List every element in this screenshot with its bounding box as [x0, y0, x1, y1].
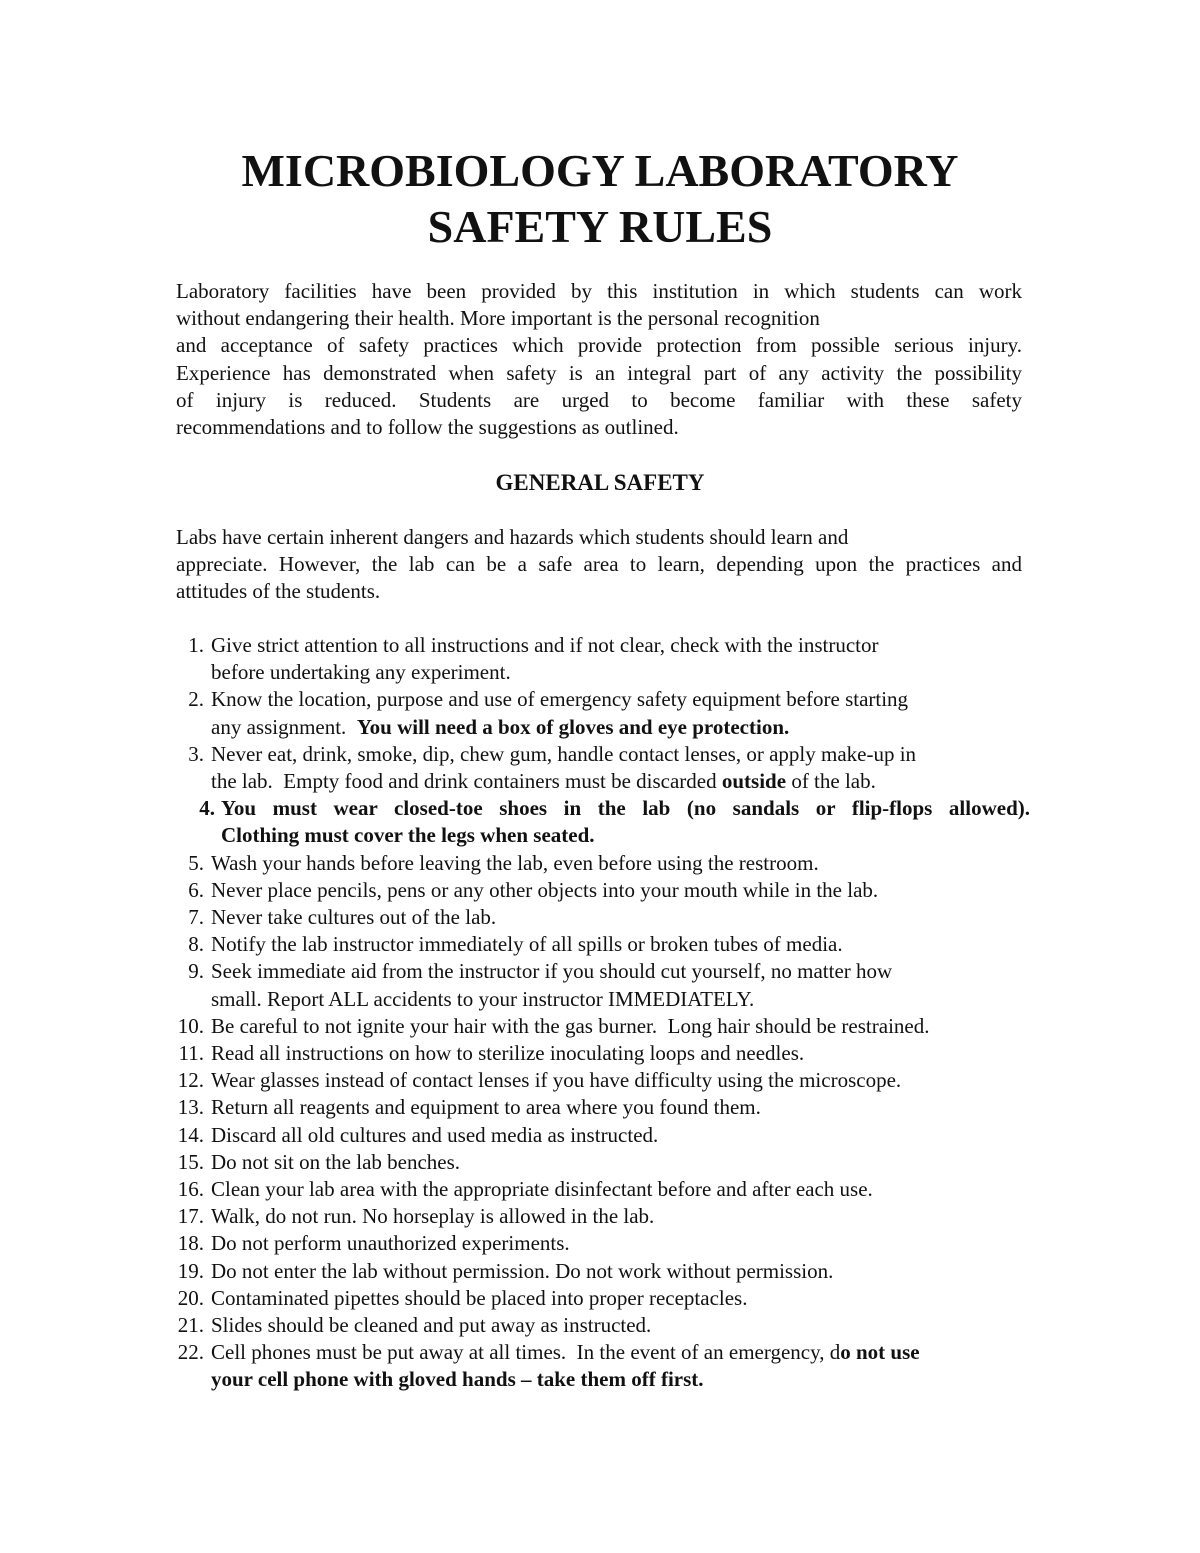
list-item — [140, 1040, 1030, 1067]
list-item-text: Give strict attention to all instructions and if not clear, check with the instructor — [211, 633, 879, 657]
paragraph-line: Experience has demonstrated when safety is an integral part of any activity the possibility — [176, 360, 1022, 385]
list-item — [140, 931, 1030, 958]
list-item-emphasis: Clothing must cover the legs when seated. — [221, 823, 595, 848]
general-intro-paragraph — [176, 524, 1022, 606]
list-item-text: Walk, do not run. No horseplay is allowed in the lab. — [211, 1204, 655, 1229]
list-number: 5. — [188, 850, 204, 875]
list-item — [140, 1203, 1030, 1230]
list-number: 16. — [177, 1177, 204, 1202]
list-item-text: before undertaking any experiment. — [211, 660, 511, 685]
list-item — [140, 1176, 1030, 1203]
list-item — [140, 1285, 1030, 1312]
page-title — [0, 143, 1200, 255]
paragraph-line: Laboratory facilities have been provided by this institution in which students can work — [176, 279, 1022, 303]
list-number: 20. — [177, 1285, 204, 1310]
list-number: 17. — [177, 1204, 204, 1229]
paragraph-line: without endangering their health. More important is the personal recognition — [176, 306, 820, 331]
list-item-text: Discard all old cultures and used media as instructed. — [211, 1122, 659, 1147]
section-heading: GENERAL SAFETY — [495, 470, 705, 495]
list-item-text: Be careful to not ignite your hair with the gas burner. Long hair should be restrained. — [211, 1013, 930, 1038]
list-item — [140, 877, 1030, 904]
list-item-text: Do not enter the lab without permission. Do not work without permission. — [211, 1258, 834, 1283]
list-item-text: small. Report ALL accidents to your instructor IMMEDIATELY. — [211, 986, 755, 1011]
list-number: 15. — [177, 1149, 204, 1174]
list-item-text: Do not sit on the lab benches. — [211, 1149, 461, 1174]
list-item — [140, 1013, 1030, 1040]
list-number: 14. — [177, 1122, 204, 1147]
paragraph-line: Labs have certain inherent dangers and hazards which students should learn and — [176, 525, 849, 549]
list-item — [140, 1312, 1030, 1339]
list-item-text: any assignment. — [211, 714, 357, 739]
list-item-text: Read all instructions on how to sterilize inoculating loops and needles. — [211, 1041, 805, 1066]
list-number: 2. — [188, 687, 204, 712]
list-item — [140, 741, 1030, 795]
list-item-text: Never place pencils, pens or any other objects into your mouth while in the lab. — [211, 877, 879, 902]
list-item — [140, 795, 1030, 849]
list-number: 22. — [177, 1340, 204, 1365]
list-item — [140, 1230, 1030, 1257]
paragraph-line: recommendations and to follow the suggestions as outlined. — [176, 415, 679, 440]
list-number: 1. — [188, 633, 204, 657]
list-item — [140, 1149, 1030, 1176]
paragraph-line: attitudes of the students. — [176, 579, 381, 604]
list-number: 3. — [188, 741, 204, 766]
paragraph-line: of injury is reduced. Students are urged to become familiar with these safety — [176, 387, 1022, 412]
title-line: SAFETY RULES — [427, 201, 773, 252]
list-item — [140, 686, 1030, 740]
list-number: 12. — [177, 1068, 204, 1093]
list-item-emphasis: You will need a box of gloves and eye protection. — [356, 714, 790, 739]
list-item-text: Wear glasses instead of contact lenses if you have difficulty using the microscope. — [211, 1068, 902, 1093]
list-item-text: Wash your hands before leaving the lab, even before using the restroom. — [211, 850, 819, 875]
list-item — [140, 1094, 1030, 1121]
list-item — [140, 1122, 1030, 1149]
list-item-text: Return all reagents and equipment to area where you found them. — [211, 1095, 761, 1120]
list-number: 7. — [188, 905, 204, 930]
list-number: 4. — [199, 796, 215, 821]
list-item-text: of the lab. — [786, 769, 876, 794]
title-line: MICROBIOLOGY LABORATORY — [241, 145, 959, 196]
list-item-text: Never take cultures out of the lab. — [211, 905, 497, 930]
list-number: 11. — [178, 1041, 204, 1066]
list-item — [140, 632, 1030, 686]
list-item-text: Do not perform unauthorized experiments. — [211, 1231, 570, 1256]
list-item-text: Never eat, drink, smoke, dip, chew gum, handle contact lenses, or apply make-up in — [211, 741, 917, 766]
list-item-text: Cell phones must be put away at all times. In the event of an emergency, d — [211, 1340, 841, 1365]
list-item — [140, 1339, 1030, 1393]
list-number: 8. — [188, 932, 204, 957]
paragraph-line: appreciate. However, the lab can be a safe area to learn, depending upon the practices and — [176, 552, 1022, 577]
list-number: 9. — [188, 959, 204, 984]
list-item-emphasis: your cell phone with gloved hands – take them off first. — [211, 1367, 704, 1392]
list-number: 19. — [177, 1258, 204, 1283]
list-item-text: Slides should be cleaned and put away as instructed. — [211, 1313, 652, 1338]
list-number: 6. — [188, 877, 204, 902]
list-item-text: the lab. Empty food and drink containers must be discarded — [211, 769, 722, 794]
list-item — [140, 904, 1030, 931]
intro-paragraph — [176, 278, 1022, 441]
list-item-emphasis: outside — [721, 769, 787, 794]
list-item — [140, 850, 1030, 877]
list-number: 10. — [177, 1013, 204, 1038]
list-item — [140, 958, 1030, 1012]
list-item-text: Notify the lab instructor immediately of all spills or broken tubes of media. — [211, 932, 843, 957]
list-item-text: Contaminated pipettes should be placed into proper receptacles. — [211, 1285, 748, 1310]
list-item-text: Know the location, purpose and use of emergency safety equipment before starting — [211, 687, 909, 712]
list-number: 18. — [177, 1231, 204, 1256]
list-number: 13. — [177, 1095, 204, 1120]
safety-rules-list — [140, 632, 1030, 1394]
paragraph-line: and acceptance of safety practices which provide protection from possible serious injury. — [176, 333, 1022, 358]
list-item — [140, 1258, 1030, 1285]
list-item-emphasis: You must wear closed-toe shoes in the lab (no sandals or flip-flops allowed). — [221, 796, 1030, 821]
list-item-text: Seek immediate aid from the instructor if you should cut yourself, no matter how — [211, 959, 893, 984]
list-number: 21. — [177, 1313, 204, 1338]
list-item-text: Clean your lab area with the appropriate disinfectant before and after each use. — [211, 1177, 873, 1202]
list-item — [140, 1067, 1030, 1094]
list-item-emphasis: o not use — [840, 1340, 920, 1365]
